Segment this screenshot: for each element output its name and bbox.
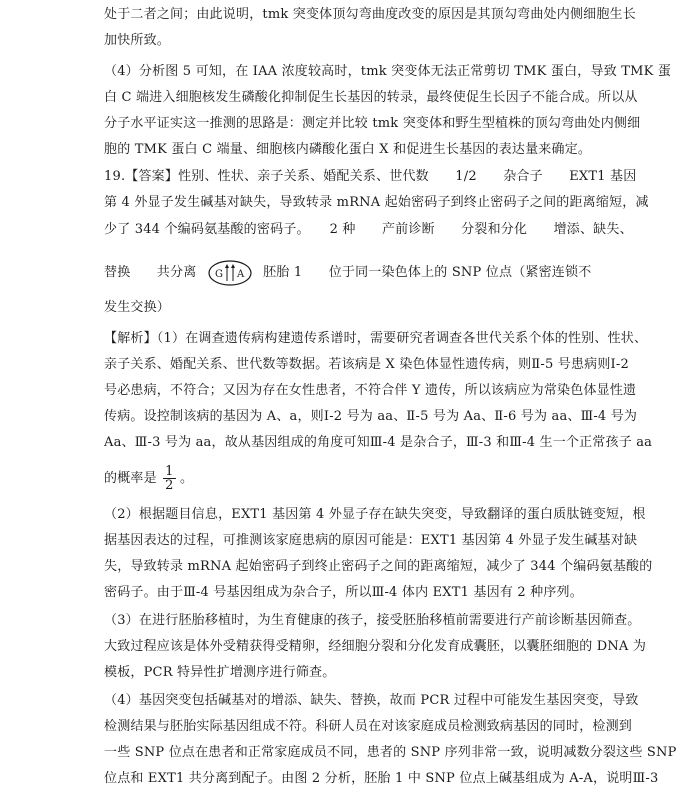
prob-suffix: 。: [179, 471, 194, 486]
text-line: （4）分析图 5 可知，在 IAA 浓度较高时，tmk 突变体无法正常剪切 TMK 蛋白，导致 TMK 蛋: [104, 64, 672, 79]
text-line: 加快所致。: [104, 33, 171, 48]
probability-line: [104, 464, 589, 494]
text-line: 据基因表达的过程，可推测该家庭患病的原因可能是：EXT1 基因第 4 外显子发生碱基对缺: [104, 533, 638, 548]
text-line: 少了 344 个编码氨基酸的密码子。 2 种 产前诊断 分裂和分化 增添、缺失、: [104, 222, 633, 237]
fraction-denominator: 2: [165, 478, 174, 493]
answer-text: 替换 共分离: [104, 265, 197, 280]
text-line: 模板，PCR 特异性扩增测序进行筛查。: [104, 665, 336, 680]
text-line: 白 C 端进入细胞核发生磷酸化抑制促生长基因的转录，最终使促生长因子不能合成。所以从: [104, 90, 638, 105]
text-line: 第 4 外显子发生碱基对缺失，导致转录 mRNA 起始密码子到终止密码子之间的距离缩短，减: [104, 195, 649, 210]
text-line: 大致过程应该是体外受精获得受精卵，经细胞分裂和分化发育成囊胚，以囊胚细胞的 DNA 为: [104, 639, 647, 654]
diagram-label-g: G: [214, 268, 223, 280]
text-line: 一些 SNP 位点在患者和正常家庭成员不同，患者的 SNP 序列非常一致，说明减数分裂这些 SNP: [104, 745, 677, 760]
text-line: 处于二者之间；由此说明，tmk 突变体顶勾弯曲度改变的原因是其顶勾弯曲处内侧细胞生长: [104, 7, 636, 22]
fraction-numerator: 1: [165, 464, 174, 479]
text-line: 失，导致转录 mRNA 起始密码子到终止密码子之间的距离缩短，减少了 344 个编码氨基酸的: [104, 559, 653, 574]
text-line: 亲子关系、婚配关系、世代数等数据。若该病是 X 染色体显性遗传病，则Ⅱ-5 号患病则Ⅰ-2: [104, 357, 629, 372]
text-line: （3）在进行胚胎移植时，为生育健康的孩子，接受胚胎移植前需要进行产前诊断基因筛查。: [104, 613, 641, 628]
text-line: 位点和 EXT1 共分离到配子。由图 2 分析，胚胎 1 中 SNP 位点上碱基组成为 A-A，说明Ⅲ-3: [104, 771, 659, 786]
text-line: （2）根据题目信息，EXT1 基因第 4 外显子存在缺失突变，导致翻译的蛋白质肽链变短，根: [104, 507, 646, 522]
text-line: （4）基因突变包括碱基对的增添、缺失、替换，故而 PCR 过程中可能发生基因突变，导致: [104, 693, 639, 708]
text-line: 密码子。由于Ⅲ-4 号基因组成为杂合子，所以Ⅲ-4 体内 EXT1 基因有 2 种序列。: [104, 585, 583, 600]
analysis-line: 【解析】（1）在调查遗传病构建遗传系谱时，需要研究者调查各世代关系个体的性别、性状、: [104, 331, 648, 346]
answer-line-with-diagram: [104, 258, 592, 288]
text-line: Aa、Ⅲ-3 号为 aa，故从基因组成的角度可知Ⅲ-4 是杂合子，Ⅲ-3 和Ⅲ-4 生一个正常孩子 aa: [104, 435, 653, 450]
diagram-label-a: A: [236, 268, 245, 280]
answer-text: 胚胎 1 位于同一染色体上的 SNP 位点（紧密连锁不: [263, 265, 592, 280]
text-line: 胞的 TMK 蛋白 C 端量、细胞核内磷酸化蛋白 X 和促进生长基因的表达量来确定。: [104, 142, 592, 157]
answer-line: 19.【答案】性别、性状、亲子关系、婚配关系、世代数 1/2 杂合子 EXT1 基因: [104, 169, 637, 184]
text-line: 传病。设控制该病的基因为 A、a，则Ⅰ-2 号为 aa、Ⅱ-5 号为 Aa、Ⅱ-6 号为 aa、Ⅲ-4 号为: [104, 409, 638, 424]
text-line: 分子水平证实这一推测的思路是：测定并比较 tmk 突变体和野生型植株的顶勾弯曲处内侧细: [104, 116, 641, 131]
text-line: 检测结果与胚胎实际基因组成不符。科研人员在对该家庭成员检测致病基因的同时，检测到: [104, 719, 633, 734]
text-line: 号必患病，不符合；又因为存在女性患者，不符合伴 Y 遗传，所以该病应为常染色体显性遗: [104, 383, 637, 398]
text-line: 发生交换）: [104, 300, 171, 315]
prob-prefix: 的概率是: [104, 471, 157, 486]
fraction: [163, 465, 175, 492]
chromosome-diagram-icon: [207, 259, 253, 287]
